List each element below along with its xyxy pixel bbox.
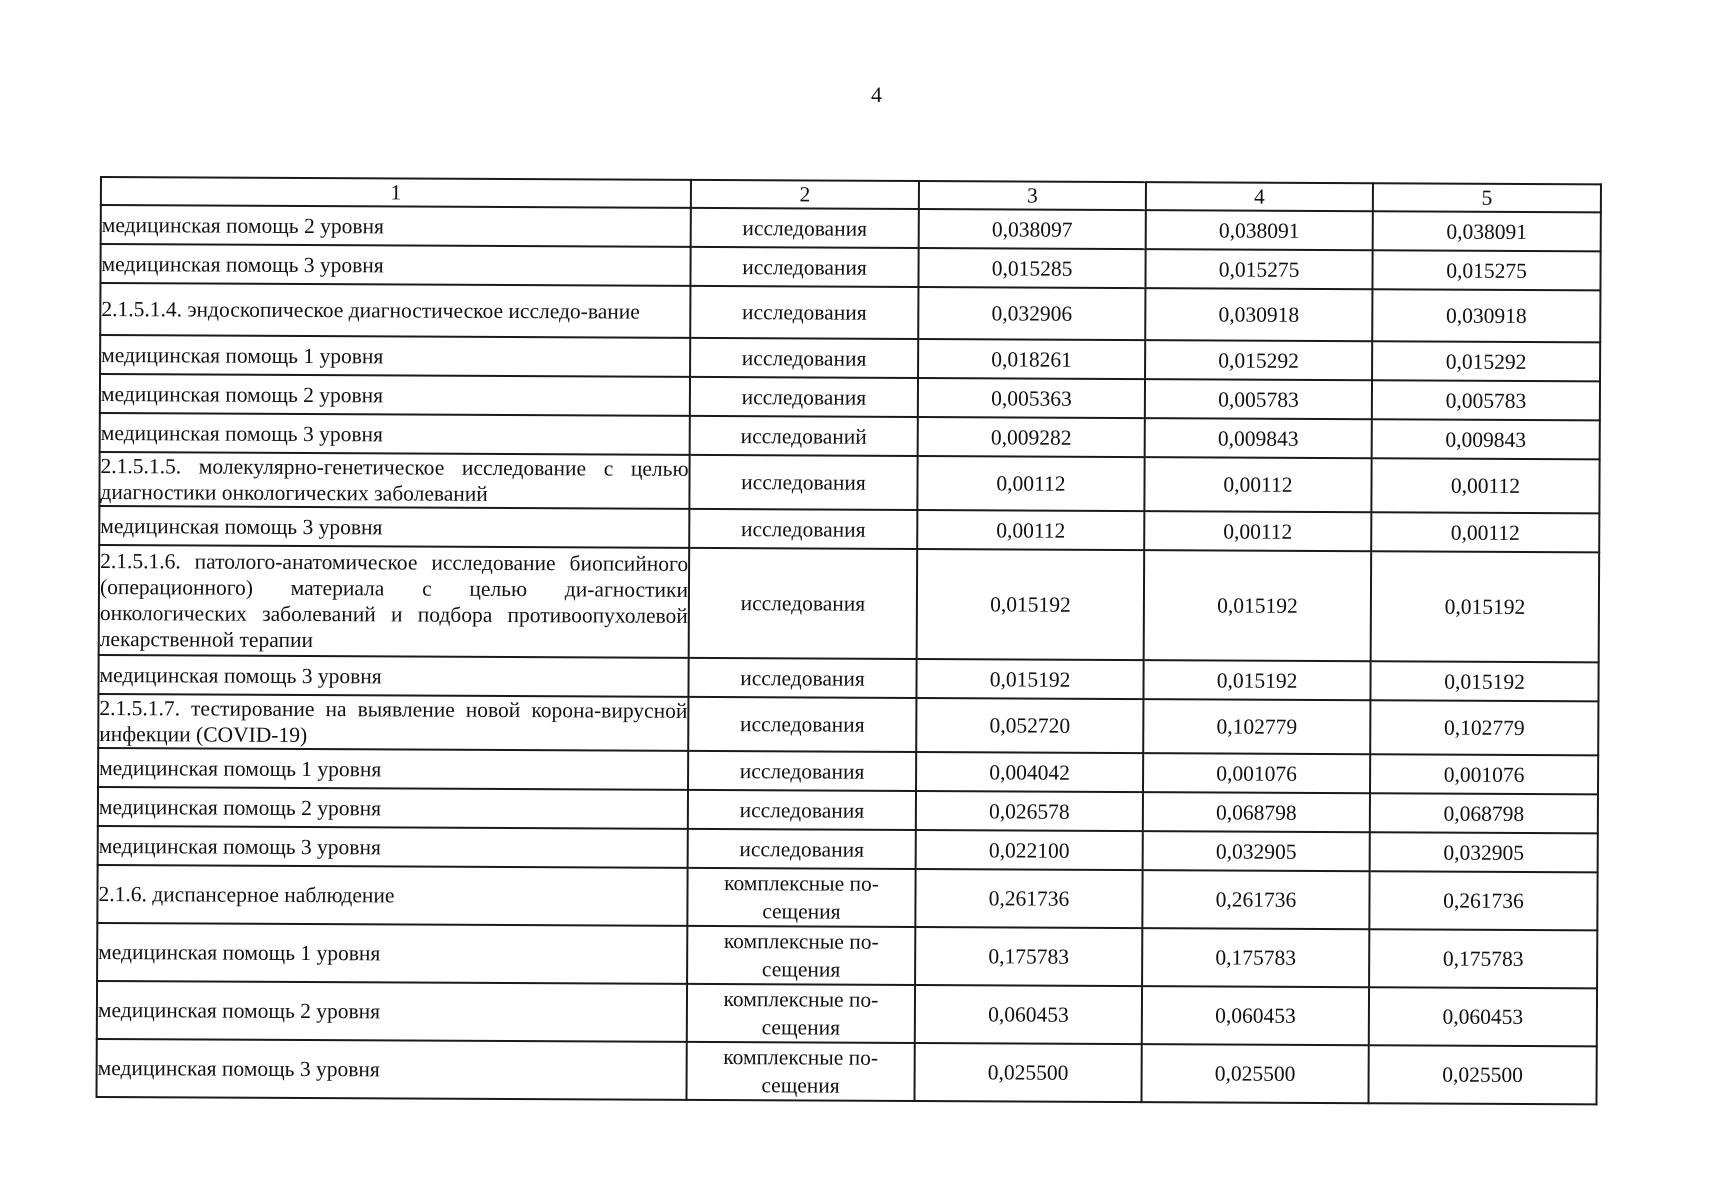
row-unit-cell: исследования bbox=[691, 208, 919, 248]
row-value-cell: 0,015292 bbox=[1145, 340, 1372, 380]
row-value-cell: 0,068798 bbox=[1143, 792, 1370, 832]
row-value-cell: 0,025500 bbox=[914, 1043, 1141, 1102]
row-value-cell: 0,004042 bbox=[916, 752, 1143, 792]
column-header-1: 1 bbox=[101, 177, 691, 208]
column-header-2: 2 bbox=[691, 180, 919, 209]
row-value-cell: 0,015285 bbox=[918, 248, 1145, 288]
data-table bbox=[95, 176, 1601, 1105]
row-value-cell: 0,00112 bbox=[1144, 511, 1371, 551]
row-unit-cell: исследования bbox=[688, 697, 916, 752]
row-value-cell: 0,032905 bbox=[1370, 832, 1598, 872]
row-name-cell: медицинская помощь 3 уровня bbox=[99, 506, 689, 548]
row-name-cell: 2.1.5.1.4. эндоскопическое диагностическое исследо-вание bbox=[100, 283, 690, 338]
page-number: 4 bbox=[871, 82, 882, 107]
row-value-cell: 0,030918 bbox=[1145, 288, 1372, 341]
row-value-cell: 0,005363 bbox=[918, 378, 1145, 418]
row-value-cell: 0,038091 bbox=[1146, 210, 1373, 250]
row-unit-cell: исследования bbox=[689, 455, 917, 510]
row-value-cell: 0,001076 bbox=[1143, 753, 1370, 793]
row-value-cell: 0,102779 bbox=[1143, 699, 1370, 754]
row-value-cell: 0,00112 bbox=[917, 510, 1144, 550]
row-value-cell: 0,00112 bbox=[1144, 457, 1371, 512]
row-value-cell: 0,005783 bbox=[1372, 380, 1600, 420]
row-value-cell: 0,00112 bbox=[1371, 512, 1599, 552]
row-name-cell: 2.1.5.1.6. патолого-анатомическое исследование биопсийного (операционного) материала с целью ди-агностики онкологических заболеваний и подбора противоопухолевой лекарственной терапии bbox=[99, 545, 690, 658]
row-value-cell: 0,025500 bbox=[1141, 1044, 1368, 1103]
row-value-cell: 0,015192 bbox=[1143, 660, 1370, 700]
row-value-cell: 0,032905 bbox=[1143, 831, 1370, 871]
row-value-cell: 0,068798 bbox=[1370, 793, 1598, 833]
row-unit-cell: комплексные по-сещения bbox=[686, 1042, 914, 1101]
row-name-cell: 2.1.6. диспансерное наблюдение bbox=[97, 865, 687, 926]
table-row bbox=[98, 694, 1598, 755]
row-name-cell: медицинская помощь 1 уровня bbox=[100, 335, 690, 377]
row-value-cell: 0,175783 bbox=[915, 927, 1142, 986]
row-value-cell: 0,060453 bbox=[1142, 986, 1369, 1045]
row-unit-cell: исследования bbox=[688, 829, 916, 869]
row-unit-cell: комплексные по-сещения bbox=[687, 984, 915, 1043]
row-value-cell: 0,261736 bbox=[1142, 870, 1369, 929]
row-unit-cell: исследования bbox=[690, 338, 918, 378]
row-value-cell: 0,261736 bbox=[915, 869, 1142, 928]
row-unit-cell: исследования bbox=[690, 247, 918, 287]
row-unit-cell: комплексные по-сещения bbox=[687, 868, 915, 927]
row-unit-cell: исследования bbox=[689, 509, 917, 549]
row-name-cell: медицинская помощь 1 уровня bbox=[98, 748, 688, 790]
row-value-cell: 0,175783 bbox=[1142, 928, 1369, 987]
row-name-cell: 2.1.5.1.7. тестирование на выявление новой корона-вирусной инфекции (COVID-19) bbox=[98, 694, 688, 751]
row-unit-cell: исследований bbox=[690, 416, 918, 456]
row-value-cell: 0,015192 bbox=[1144, 550, 1372, 661]
row-value-cell: 0,025500 bbox=[1368, 1045, 1596, 1104]
row-value-cell: 0,00112 bbox=[917, 456, 1144, 511]
row-unit-cell: комплексные по-сещения bbox=[687, 926, 915, 985]
column-header-5: 5 bbox=[1373, 183, 1601, 212]
row-value-cell: 0,015275 bbox=[1145, 249, 1372, 289]
row-value-cell: 0,026578 bbox=[916, 791, 1143, 831]
row-name-cell: медицинская помощь 3 уровня bbox=[100, 244, 690, 286]
row-name-cell: медицинская помощь 2 уровня bbox=[97, 981, 687, 1042]
table-row bbox=[96, 1039, 1596, 1104]
row-value-cell: 0,261736 bbox=[1369, 871, 1597, 930]
row-name-cell: медицинская помощь 2 уровня bbox=[98, 787, 688, 829]
row-unit-cell: исследования bbox=[688, 751, 916, 791]
row-value-cell: 0,032906 bbox=[918, 287, 1145, 340]
row-value-cell: 0,005783 bbox=[1145, 379, 1372, 419]
row-name-cell: медицинская помощь 2 уровня bbox=[100, 374, 690, 416]
row-unit-cell: исследования bbox=[688, 790, 916, 830]
table-row bbox=[99, 545, 1600, 662]
row-value-cell: 0,00112 bbox=[1371, 458, 1599, 513]
row-name-cell: 2.1.5.1.5. молекулярно-генетическое исследование с целью диагностики онкологических заболеваний bbox=[99, 452, 689, 509]
row-name-cell: медицинская помощь 2 уровня bbox=[101, 205, 691, 247]
column-header-3: 3 bbox=[919, 181, 1146, 210]
row-name-cell: медицинская помощь 1 уровня bbox=[97, 923, 687, 984]
row-value-cell: 0,015192 bbox=[916, 659, 1143, 699]
row-value-cell: 0,018261 bbox=[918, 339, 1145, 379]
table-row bbox=[97, 981, 1597, 1046]
row-name-cell: медицинская помощь 3 уровня bbox=[100, 413, 690, 455]
row-value-cell: 0,060453 bbox=[1369, 987, 1597, 1046]
row-value-cell: 0,015192 bbox=[1371, 551, 1600, 662]
row-name-cell: медицинская помощь 3 уровня bbox=[96, 1039, 686, 1100]
row-value-cell: 0,015275 bbox=[1372, 250, 1600, 290]
table-row bbox=[99, 452, 1599, 513]
table-row bbox=[97, 923, 1597, 988]
row-value-cell: 0,060453 bbox=[915, 985, 1142, 1044]
column-header-4: 4 bbox=[1146, 182, 1373, 211]
row-name-cell: медицинская помощь 3 уровня bbox=[98, 655, 688, 697]
row-unit-cell: исследования bbox=[689, 548, 918, 659]
row-value-cell: 0,030918 bbox=[1372, 289, 1600, 342]
row-value-cell: 0,038097 bbox=[919, 209, 1146, 249]
row-value-cell: 0,102779 bbox=[1370, 700, 1598, 755]
row-unit-cell: исследования bbox=[690, 377, 918, 417]
table-row bbox=[97, 865, 1597, 930]
row-value-cell: 0,175783 bbox=[1369, 929, 1597, 988]
row-value-cell: 0,015192 bbox=[1370, 661, 1598, 701]
row-unit-cell: исследования bbox=[690, 286, 918, 339]
row-value-cell: 0,009843 bbox=[1372, 419, 1600, 459]
row-value-cell: 0,038091 bbox=[1373, 211, 1601, 251]
table-row bbox=[100, 283, 1600, 342]
row-value-cell: 0,052720 bbox=[916, 698, 1143, 753]
row-value-cell: 0,001076 bbox=[1370, 754, 1598, 794]
row-value-cell: 0,022100 bbox=[916, 830, 1143, 870]
row-value-cell: 0,015192 bbox=[917, 549, 1145, 660]
row-value-cell: 0,009282 bbox=[918, 417, 1145, 457]
row-unit-cell: исследования bbox=[688, 658, 916, 698]
row-value-cell: 0,009843 bbox=[1145, 418, 1372, 458]
row-name-cell: медицинская помощь 3 уровня bbox=[98, 826, 688, 868]
row-value-cell: 0,015292 bbox=[1372, 341, 1600, 381]
